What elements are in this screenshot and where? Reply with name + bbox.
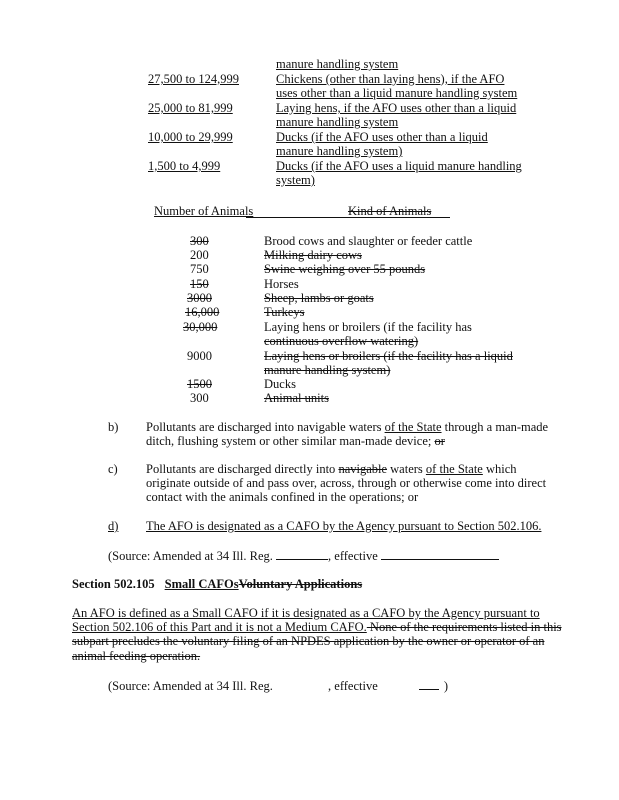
row-kind: Chickens (other than laying hens), if the AFO xyxy=(276,72,505,86)
animal-count: 30,000 xyxy=(183,320,218,334)
row-kind-cont: manure handling system) xyxy=(276,144,403,158)
source-close: ) xyxy=(443,679,449,693)
animal-kind: Turkeys xyxy=(264,305,305,319)
animal-count: 3000 xyxy=(187,291,212,305)
body-line: An AFO is defined as a Small CAFO if it is designated as a CAFO by the Agency pursuant to xyxy=(72,606,540,620)
text-run: Pollutants are discharged directly into xyxy=(146,462,339,476)
text-run-struck: navigable xyxy=(338,462,388,476)
animal-kind-cont: manure handling system) xyxy=(264,363,391,377)
animal-count: 1500 xyxy=(187,377,212,391)
animal-count: 750 xyxy=(190,262,209,276)
text-run: Pollutants are discharged into navigable waters xyxy=(146,420,385,434)
row-kind: Ducks (if the AFO uses other than a liquid xyxy=(276,130,488,144)
row-kind: Ducks (if the AFO uses a liquid manure handling xyxy=(276,159,522,173)
animal-kind-cont: continuous overflow watering) xyxy=(264,334,419,348)
animal-kind: Ducks xyxy=(264,377,296,391)
row-number: 1,500 to 4,999 xyxy=(148,159,221,173)
animal-kind xyxy=(264,320,472,334)
paragraph-line xyxy=(146,434,445,448)
row-kind-cont: system) xyxy=(276,173,315,187)
section-title-new: Small CAFOs xyxy=(164,577,239,591)
row-number: 25,000 to 81,999 xyxy=(148,101,233,115)
animal-kind: Milking dairy cows xyxy=(264,248,362,262)
source-note xyxy=(108,678,448,693)
blank-line xyxy=(276,548,328,560)
animal-count: 9000 xyxy=(187,349,212,363)
animal-count: 300 xyxy=(190,391,209,405)
row-kind-cont: uses other than a liquid manure handling system xyxy=(276,86,518,100)
animal-kind: Laying hens or broilers (if the facility has a liquid xyxy=(264,349,513,363)
animal-kind: Sheep, lambs or goats xyxy=(264,291,374,305)
source-text: , effective xyxy=(328,679,381,693)
animal-count: 200 xyxy=(190,248,209,262)
animal-count: 300 xyxy=(190,234,209,248)
text-run-struck: None of the requirements listed in this xyxy=(366,620,562,634)
source-text: (Source: Amended at 34 Ill. Reg. xyxy=(108,679,277,693)
blank-line xyxy=(381,548,499,560)
section-title-old: Voluntary Applications xyxy=(238,577,363,591)
text-run-underlined: of the State xyxy=(425,462,483,476)
paragraph-line xyxy=(146,420,548,434)
animal-kind-text: Laying hens or broilers (if the facility has xyxy=(264,320,472,334)
paragraph-label: d) xyxy=(108,519,119,533)
source-text: (Source: Amended at 34 Ill. Reg. xyxy=(108,549,277,563)
header-kind-of-animals: Kind of Animals xyxy=(348,204,432,218)
body-line: animal feeding operation. xyxy=(72,649,201,663)
animal-kind: Horses xyxy=(264,277,299,291)
paragraph-line xyxy=(146,462,517,476)
animal-kind: Brood cows and slaughter or feeder cattle xyxy=(264,234,473,248)
text-run-struck: or xyxy=(434,434,445,448)
header-number-of-animals: Number of Animals xyxy=(154,204,254,218)
body-line xyxy=(72,620,562,634)
text-run-underlined: of the State xyxy=(384,420,442,434)
animal-count: 150 xyxy=(190,277,209,291)
text-run: ditch, flushing system or other similar man-made device; xyxy=(146,434,435,448)
row-number: 27,500 to 124,999 xyxy=(148,72,239,86)
paragraph-line: The AFO is designated as a CAFO by the Agency pursuant to Section 502.106. xyxy=(146,519,542,533)
paragraph-line: contact with the animals confined in the operations; or xyxy=(146,490,419,504)
animal-kind: Animal units xyxy=(264,391,329,405)
section-number: Section 502.105 xyxy=(72,577,155,591)
blank-line xyxy=(419,678,439,690)
table-cont-line: manure handling system xyxy=(276,57,399,71)
paragraph-label: b) xyxy=(108,420,119,434)
paragraph-label: c) xyxy=(108,462,118,476)
animal-count: 16,000 xyxy=(185,305,220,319)
body-line: subpart precludes the voluntary filing of an NPDES application by the owner or operator of an xyxy=(72,634,545,648)
row-number: 10,000 to 29,999 xyxy=(148,130,233,144)
paragraph-line: originate outside of and pass over, across, through or otherwise come into direct xyxy=(146,476,547,490)
text-run: waters xyxy=(387,462,426,476)
source-text: , effective xyxy=(328,549,381,563)
row-kind: Laying hens, if the AFO uses other than a liquid xyxy=(276,101,517,115)
animal-kind: Swine weighing over 55 pounds xyxy=(264,262,426,276)
text-run-underlined: Section 502.106 of this Part and it is not a Medium CAFO. xyxy=(72,620,367,634)
text-run: which xyxy=(482,462,517,476)
row-kind-cont: manure handling system xyxy=(276,115,399,129)
source-note xyxy=(108,548,499,563)
text-run: through a man-made xyxy=(441,420,549,434)
section-heading xyxy=(72,577,362,591)
